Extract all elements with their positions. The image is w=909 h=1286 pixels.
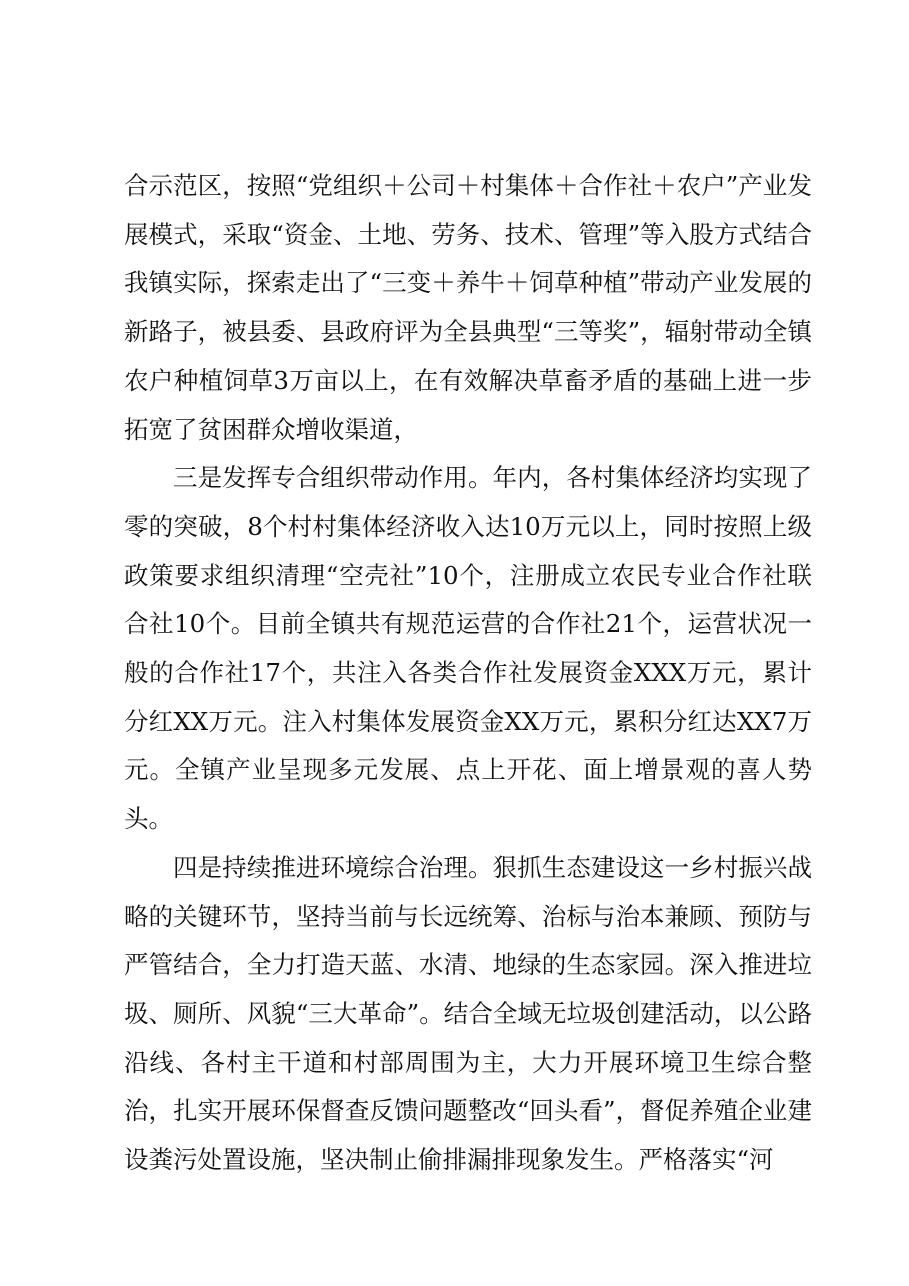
paragraph-cooperative-organizations: 三是发挥专合组织带动作用。年内，各村集体经济均实现了零的突破，8个村村集体经济收入达10万元以上，同时按照上级政策要求组织清理“空壳社”10个，注册成立农民专业合作社联合社10个。目前全镇共有规范运营的合作社21个，运营状况一般的合作社17个，共注入各类合作社发展资金XXX万元，累计分红XX万元。注入村集体发展资金XX万元，累积分红达XX7万元。全镇产业呈现多元发展、点上开花、面上增景观的喜人势头。 (124, 463, 812, 834)
paragraph-environmental-governance: 四是持续推进环境综合治理。狠抓生态建设这一乡村振兴战略的关键环节，坚持当前与长远统筹、治标与治本兼顾、预防与严管结合，全力打造天蓝、水清、地绿的生态家园。深入推进垃圾、厕所、风貌“三大革命”。结合全域无垃圾创建活动，以公路沿线、各村主干道和村部周围为主，大力开展环境卫生综合整治，扎实开展环保督查反馈问题整改“回头看”，督促养殖企业建设粪污处置设施，坚决制止偷排漏排现象发生。严格落实“河 (124, 852, 812, 1175)
document-body (124, 162, 812, 1185)
paragraph-continuation: 合示范区，按照“党组织＋公司＋村集体＋合作社＋农户”产业发展模式，采取“资金、土地、劳务、技术、管理”等入股方式结合我镇实际，探索走出了“三变＋养牛＋饲草种植”带动产业发展的新路子，被县委、县政府评为全县典型“三等奖”，辐射带动全镇农户种植饲草3万亩以上，在有效解决草畜矛盾的基础上进一步拓宽了贫困群众增收渠道， (124, 171, 812, 444)
